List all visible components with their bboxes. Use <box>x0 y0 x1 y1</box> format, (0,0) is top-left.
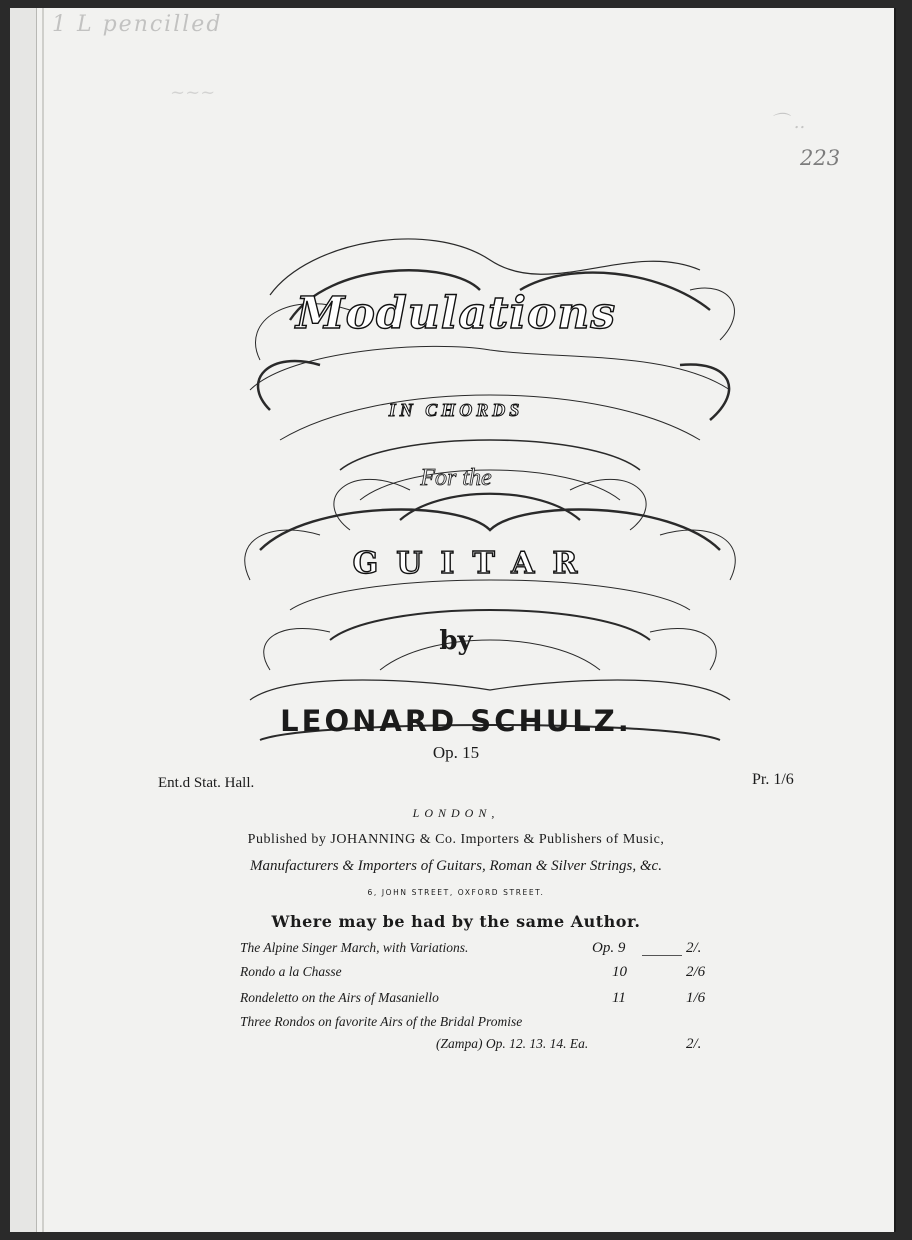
title-line-in-chords: IN CHORDS <box>388 400 524 420</box>
work-opus: 10 <box>612 964 627 980</box>
binding-fold-line <box>42 8 44 1232</box>
work-price: 2/6 <box>686 964 706 980</box>
title-instrument: GUITAR <box>352 546 596 581</box>
title-by: by <box>439 626 473 656</box>
work-price: 2/. <box>686 940 702 956</box>
work-opus: Op. 9 <box>592 940 626 956</box>
title-line-for-the: For the <box>420 465 492 491</box>
imprint-publisher: Published by JOHANNING & Co. Importers & Publishers of Music, <box>247 832 665 847</box>
pencil-number: 223 <box>800 146 841 170</box>
registration-note: Ent.d Stat. Hall. <box>158 775 255 791</box>
imprint-manufacturer: Manufacturers & Importers of Guitars, Roman & Silver Strings, &c. <box>250 858 662 874</box>
pencil-mark: ⌒ .. <box>770 112 806 133</box>
list-item <box>240 940 740 962</box>
work-title: (Zampa) Op. 12. 13. 14. Ea. <box>436 1036 589 1051</box>
page-right-border <box>894 8 896 1232</box>
list-item <box>240 990 740 1012</box>
work-price: 1/6 <box>686 990 706 1006</box>
pencil-note-top: 1 L pencilled <box>52 12 223 37</box>
pencil-smudge: ~~~ <box>170 82 216 103</box>
other-works-heading: Where may be had by the same Author. <box>271 912 641 931</box>
work-title: Rondo a la Chasse <box>240 964 342 979</box>
author-name: LEONARD SCHULZ. <box>280 704 632 738</box>
title-main: Modulations <box>295 288 617 339</box>
leader-line <box>642 955 682 956</box>
list-item <box>240 964 740 986</box>
work-title: Three Rondos on favorite Airs of the Bridal Promise <box>240 1014 523 1029</box>
list-item <box>240 1036 740 1058</box>
work-price: 2/. <box>686 1036 702 1052</box>
list-item <box>240 1014 740 1036</box>
work-opus: 11 <box>612 990 626 1006</box>
opus-number: Op. 15 <box>432 743 480 762</box>
imprint-city: LONDON, <box>412 806 500 820</box>
binding-edge <box>10 8 37 1232</box>
price-label: Pr. 1/6 <box>752 771 794 788</box>
work-title: Rondeletto on the Airs of Masaniello <box>240 990 439 1005</box>
imprint-address: 6, JOHN STREET, OXFORD STREET. <box>367 888 545 897</box>
work-title: The Alpine Singer March, with Variations. <box>240 940 469 955</box>
